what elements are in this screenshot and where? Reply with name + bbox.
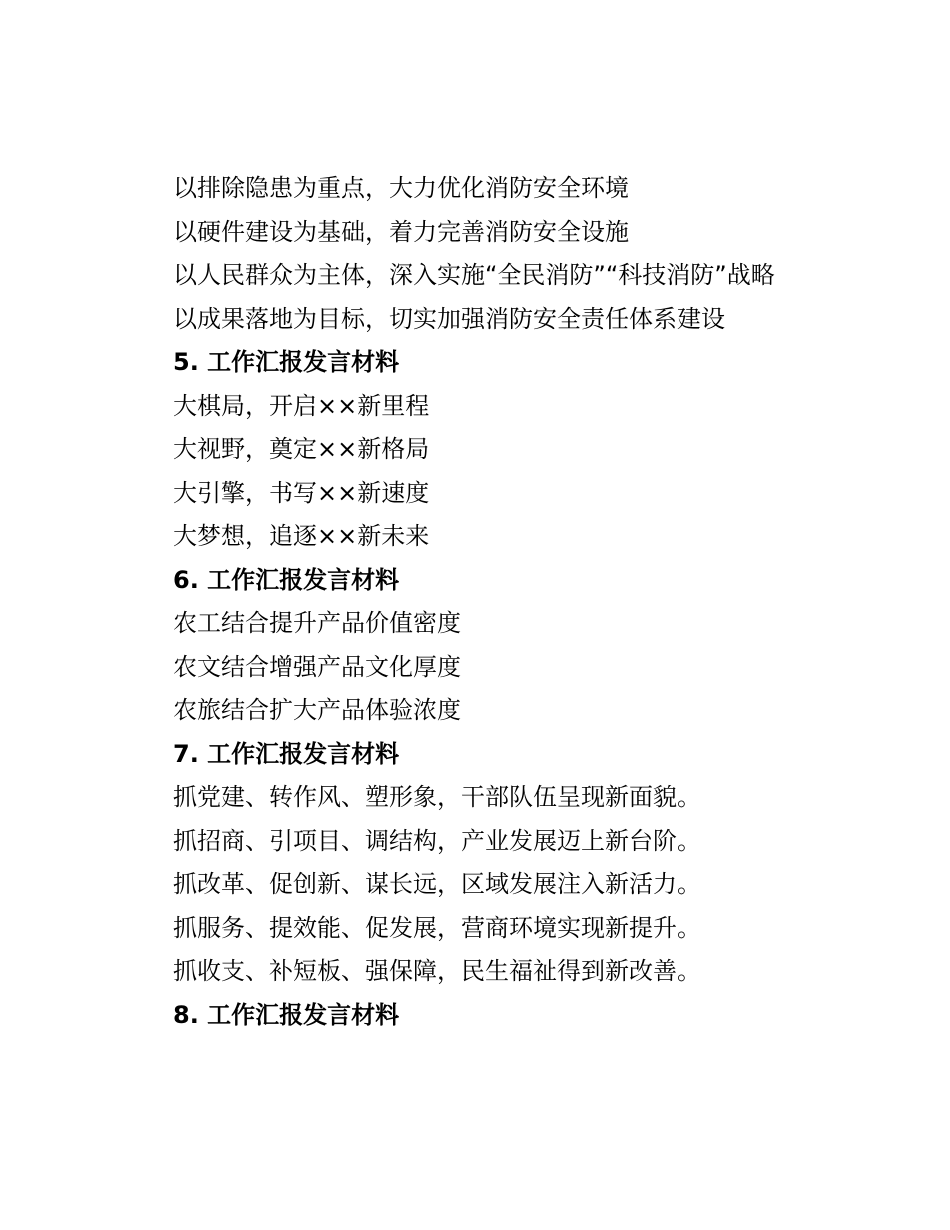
section-heading: 7. 工作汇报发言材料 xyxy=(173,739,400,768)
body-line: 农工结合提升产品价值密度 xyxy=(173,609,461,637)
body-line: 大棋局，开启××新里程 xyxy=(173,391,430,420)
body-line: 农旅结合扩大产品体验浓度 xyxy=(173,696,461,724)
body-line: 以成果落地为目标，切实加强消防安全责任体系建设 xyxy=(173,304,725,333)
body-line: 大视野，奠定××新格局 xyxy=(173,435,430,463)
body-line: 抓党建、转作风、塑形象，干部队伍呈现新面貌。 xyxy=(173,783,701,811)
body-line: 抓服务、提效能、促发展，营商环境实现新提升。 xyxy=(173,913,701,942)
body-line: 抓收支、补短板、强保障，民生福祉得到新改善。 xyxy=(173,957,701,985)
body-line: 以排除隐患为重点，大力优化消防安全环境 xyxy=(173,174,629,202)
body-line: 抓改革、促创新、谋长远，区域发展注入新活力。 xyxy=(173,870,701,898)
body-line: 农文结合增强产品文化厚度 xyxy=(173,652,461,681)
section-heading: 6. 工作汇报发言材料 xyxy=(173,565,400,594)
body-line: 大引擎，书写××新速度 xyxy=(173,478,430,507)
body-line: 抓招商、引项目、调结构，产业发展迈上新台阶。 xyxy=(173,826,701,855)
body-line: 以人民群众为主体，深入实施“全民消防”“科技消防”战略 xyxy=(173,261,775,289)
document-page xyxy=(173,167,873,1037)
section-heading: 5. 工作汇报发言材料 xyxy=(173,348,400,376)
body-line: 以硬件建设为基础，着力完善消防安全设施 xyxy=(173,217,629,246)
body-line: 大梦想，追逐××新未来 xyxy=(173,522,430,550)
section-heading: 8. 工作汇报发言材料 xyxy=(173,1000,400,1029)
